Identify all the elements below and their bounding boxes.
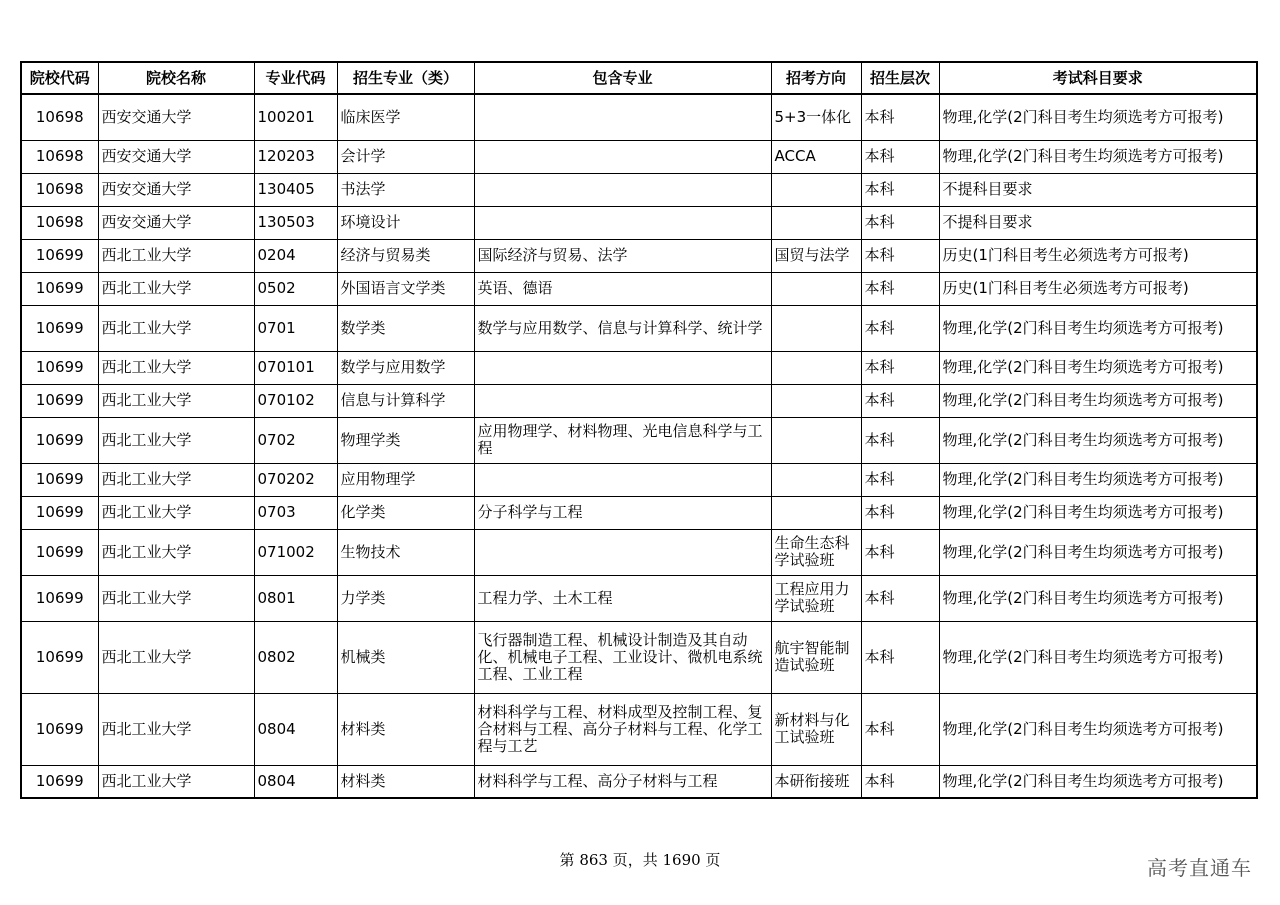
table-row — [21, 384, 1257, 417]
table-row — [21, 621, 1257, 693]
major-code-cell: 070102 — [254, 384, 337, 417]
subject-requirement-cell: 物理,化学(2门科目考生均须选考方可报考) — [939, 529, 1257, 575]
subject-requirement-cell: 物理,化学(2门科目考生均须选考方可报考) — [939, 351, 1257, 384]
direction-cell: 本研衔接班 — [771, 765, 861, 798]
major-cell: 化学类 — [337, 496, 474, 529]
major-cell: 生物技术 — [337, 529, 474, 575]
school-name-cell: 西北工业大学 — [98, 693, 254, 765]
major-cell: 外国语言文学类 — [337, 272, 474, 305]
school-code-cell: 10698 — [21, 206, 98, 239]
major-code-cell: 0701 — [254, 305, 337, 351]
school-name-cell: 西安交通大学 — [98, 173, 254, 206]
major-code-cell: 100201 — [254, 94, 337, 140]
included-majors-cell: 国际经济与贸易、法学 — [474, 239, 771, 272]
table-row — [21, 529, 1257, 575]
direction-cell — [771, 173, 861, 206]
included-majors-cell — [474, 173, 771, 206]
school-name-cell: 西北工业大学 — [98, 621, 254, 693]
school-code-cell: 10698 — [21, 173, 98, 206]
direction-cell — [771, 384, 861, 417]
school-code-cell: 10699 — [21, 496, 98, 529]
major-cell: 力学类 — [337, 575, 474, 621]
school-code-cell: 10699 — [21, 305, 98, 351]
major-code-cell: 0703 — [254, 496, 337, 529]
major-cell: 书法学 — [337, 173, 474, 206]
school-code-cell: 10698 — [21, 94, 98, 140]
included-majors-cell: 应用物理学、材料物理、光电信息科学与工程 — [474, 417, 771, 463]
header-major-code: 专业代码 — [254, 62, 337, 94]
included-majors-cell: 工程力学、土木工程 — [474, 575, 771, 621]
level-cell: 本科 — [861, 765, 939, 798]
school-name-cell: 西北工业大学 — [98, 384, 254, 417]
school-code-cell: 10699 — [21, 417, 98, 463]
subject-requirement-cell: 物理,化学(2门科目考生均须选考方可报考) — [939, 765, 1257, 798]
included-majors-cell — [474, 529, 771, 575]
major-code-cell: 0702 — [254, 417, 337, 463]
included-majors-cell: 英语、德语 — [474, 272, 771, 305]
major-cell: 会计学 — [337, 140, 474, 173]
major-cell: 信息与计算科学 — [337, 384, 474, 417]
school-name-cell: 西安交通大学 — [98, 206, 254, 239]
watermark-logo: 高考直通车 — [1147, 856, 1252, 880]
included-majors-cell — [474, 384, 771, 417]
major-cell: 物理学类 — [337, 417, 474, 463]
school-code-cell: 10699 — [21, 239, 98, 272]
school-code-cell: 10699 — [21, 272, 98, 305]
table-row — [21, 693, 1257, 765]
table-row — [21, 765, 1257, 798]
direction-cell — [771, 463, 861, 496]
subject-requirement-cell: 物理,化学(2门科目考生均须选考方可报考) — [939, 463, 1257, 496]
school-name-cell: 西北工业大学 — [98, 529, 254, 575]
header-included-majors: 包含专业 — [474, 62, 771, 94]
school-name-cell: 西北工业大学 — [98, 417, 254, 463]
included-majors-cell — [474, 206, 771, 239]
table-row — [21, 239, 1257, 272]
header-direction: 招考方向 — [771, 62, 861, 94]
table-row — [21, 575, 1257, 621]
subject-requirement-cell: 不提科目要求 — [939, 173, 1257, 206]
included-majors-cell: 数学与应用数学、信息与计算科学、统计学 — [474, 305, 771, 351]
included-majors-cell — [474, 140, 771, 173]
major-cell: 经济与贸易类 — [337, 239, 474, 272]
major-code-cell: 0801 — [254, 575, 337, 621]
table-row — [21, 94, 1257, 140]
direction-cell: 国贸与法学 — [771, 239, 861, 272]
school-name-cell: 西北工业大学 — [98, 463, 254, 496]
school-code-cell: 10699 — [21, 621, 98, 693]
direction-cell: ACCA — [771, 140, 861, 173]
table-row — [21, 417, 1257, 463]
direction-cell — [771, 417, 861, 463]
header-school-name: 院校名称 — [98, 62, 254, 94]
major-cell: 临床医学 — [337, 94, 474, 140]
direction-cell — [771, 496, 861, 529]
school-name-cell: 西北工业大学 — [98, 496, 254, 529]
header-level: 招生层次 — [861, 62, 939, 94]
school-name-cell: 西安交通大学 — [98, 94, 254, 140]
subject-requirement-cell: 物理,化学(2门科目考生均须选考方可报考) — [939, 417, 1257, 463]
major-cell: 机械类 — [337, 621, 474, 693]
level-cell: 本科 — [861, 417, 939, 463]
school-code-cell: 10699 — [21, 384, 98, 417]
subject-requirement-cell: 历史(1门科目考生必须选考方可报考) — [939, 239, 1257, 272]
subject-requirement-cell: 物理,化学(2门科目考生均须选考方可报考) — [939, 305, 1257, 351]
level-cell: 本科 — [861, 305, 939, 351]
header-subject-requirement: 考试科目要求 — [939, 62, 1257, 94]
page-number: 第 863 页，共 1690 页 — [559, 851, 721, 869]
major-code-cell: 070202 — [254, 463, 337, 496]
subject-requirement-cell: 物理,化学(2门科目考生均须选考方可报考) — [939, 621, 1257, 693]
school-code-cell: 10699 — [21, 529, 98, 575]
direction-cell: 新材料与化工试验班 — [771, 693, 861, 765]
header-major: 招生专业（类） — [337, 62, 474, 94]
major-code-cell: 071002 — [254, 529, 337, 575]
major-code-cell: 130405 — [254, 173, 337, 206]
school-name-cell: 西北工业大学 — [98, 272, 254, 305]
included-majors-cell: 材料科学与工程、高分子材料与工程 — [474, 765, 771, 798]
table-header-row — [21, 62, 1257, 94]
school-code-cell: 10699 — [21, 765, 98, 798]
level-cell: 本科 — [861, 140, 939, 173]
direction-cell: 航宇智能制造试验班 — [771, 621, 861, 693]
major-cell: 材料类 — [337, 765, 474, 798]
major-code-cell: 0804 — [254, 693, 337, 765]
direction-cell — [771, 305, 861, 351]
subject-requirement-cell: 物理,化学(2门科目考生均须选考方可报考) — [939, 140, 1257, 173]
table-row — [21, 173, 1257, 206]
level-cell: 本科 — [861, 351, 939, 384]
school-code-cell: 10698 — [21, 140, 98, 173]
school-code-cell: 10699 — [21, 693, 98, 765]
school-name-cell: 西北工业大学 — [98, 239, 254, 272]
direction-cell: 工程应用力学试验班 — [771, 575, 861, 621]
major-cell: 材料类 — [337, 693, 474, 765]
direction-cell — [771, 351, 861, 384]
table-row — [21, 305, 1257, 351]
table-row — [21, 206, 1257, 239]
school-code-cell: 10699 — [21, 575, 98, 621]
included-majors-cell — [474, 463, 771, 496]
major-code-cell: 130503 — [254, 206, 337, 239]
table-row — [21, 463, 1257, 496]
level-cell: 本科 — [861, 239, 939, 272]
subject-requirement-cell: 历史(1门科目考生必须选考方可报考) — [939, 272, 1257, 305]
direction-cell — [771, 272, 861, 305]
subject-requirement-cell: 物理,化学(2门科目考生均须选考方可报考) — [939, 94, 1257, 140]
included-majors-cell — [474, 94, 771, 140]
included-majors-cell: 分子科学与工程 — [474, 496, 771, 529]
included-majors-cell — [474, 351, 771, 384]
direction-cell: 5+3一体化 — [771, 94, 861, 140]
school-name-cell: 西安交通大学 — [98, 140, 254, 173]
subject-requirement-cell: 物理,化学(2门科目考生均须选考方可报考) — [939, 496, 1257, 529]
major-code-cell: 120203 — [254, 140, 337, 173]
table-row — [21, 272, 1257, 305]
table-row — [21, 351, 1257, 384]
header-school-code: 院校代码 — [21, 62, 98, 94]
level-cell: 本科 — [861, 496, 939, 529]
major-code-cell: 070101 — [254, 351, 337, 384]
level-cell: 本科 — [861, 94, 939, 140]
major-cell: 数学类 — [337, 305, 474, 351]
level-cell: 本科 — [861, 384, 939, 417]
level-cell: 本科 — [861, 529, 939, 575]
level-cell: 本科 — [861, 206, 939, 239]
level-cell: 本科 — [861, 693, 939, 765]
school-code-cell: 10699 — [21, 351, 98, 384]
subject-requirement-cell: 物理,化学(2门科目考生均须选考方可报考) — [939, 575, 1257, 621]
school-name-cell: 西北工业大学 — [98, 351, 254, 384]
level-cell: 本科 — [861, 463, 939, 496]
school-name-cell: 西北工业大学 — [98, 765, 254, 798]
school-name-cell: 西北工业大学 — [98, 575, 254, 621]
major-cell: 环境设计 — [337, 206, 474, 239]
major-code-cell: 0802 — [254, 621, 337, 693]
major-cell: 数学与应用数学 — [337, 351, 474, 384]
subject-requirement-cell: 不提科目要求 — [939, 206, 1257, 239]
major-code-cell: 0502 — [254, 272, 337, 305]
major-cell: 应用物理学 — [337, 463, 474, 496]
major-code-cell: 0204 — [254, 239, 337, 272]
included-majors-cell: 飞行器制造工程、机械设计制造及其自动化、机械电子工程、工业设计、微机电系统工程、工业工程 — [474, 621, 771, 693]
school-code-cell: 10699 — [21, 463, 98, 496]
level-cell: 本科 — [861, 575, 939, 621]
admissions-table — [20, 61, 1258, 799]
direction-cell — [771, 206, 861, 239]
included-majors-cell: 材料科学与工程、材料成型及控制工程、复合材料与工程、高分子材料与工程、化学工程与工艺 — [474, 693, 771, 765]
direction-cell: 生命生态科学试验班 — [771, 529, 861, 575]
subject-requirement-cell: 物理,化学(2门科目考生均须选考方可报考) — [939, 693, 1257, 765]
school-name-cell: 西北工业大学 — [98, 305, 254, 351]
table-row — [21, 140, 1257, 173]
table-row — [21, 496, 1257, 529]
level-cell: 本科 — [861, 272, 939, 305]
level-cell: 本科 — [861, 173, 939, 206]
major-code-cell: 0804 — [254, 765, 337, 798]
level-cell: 本科 — [861, 621, 939, 693]
subject-requirement-cell: 物理,化学(2门科目考生均须选考方可报考) — [939, 384, 1257, 417]
